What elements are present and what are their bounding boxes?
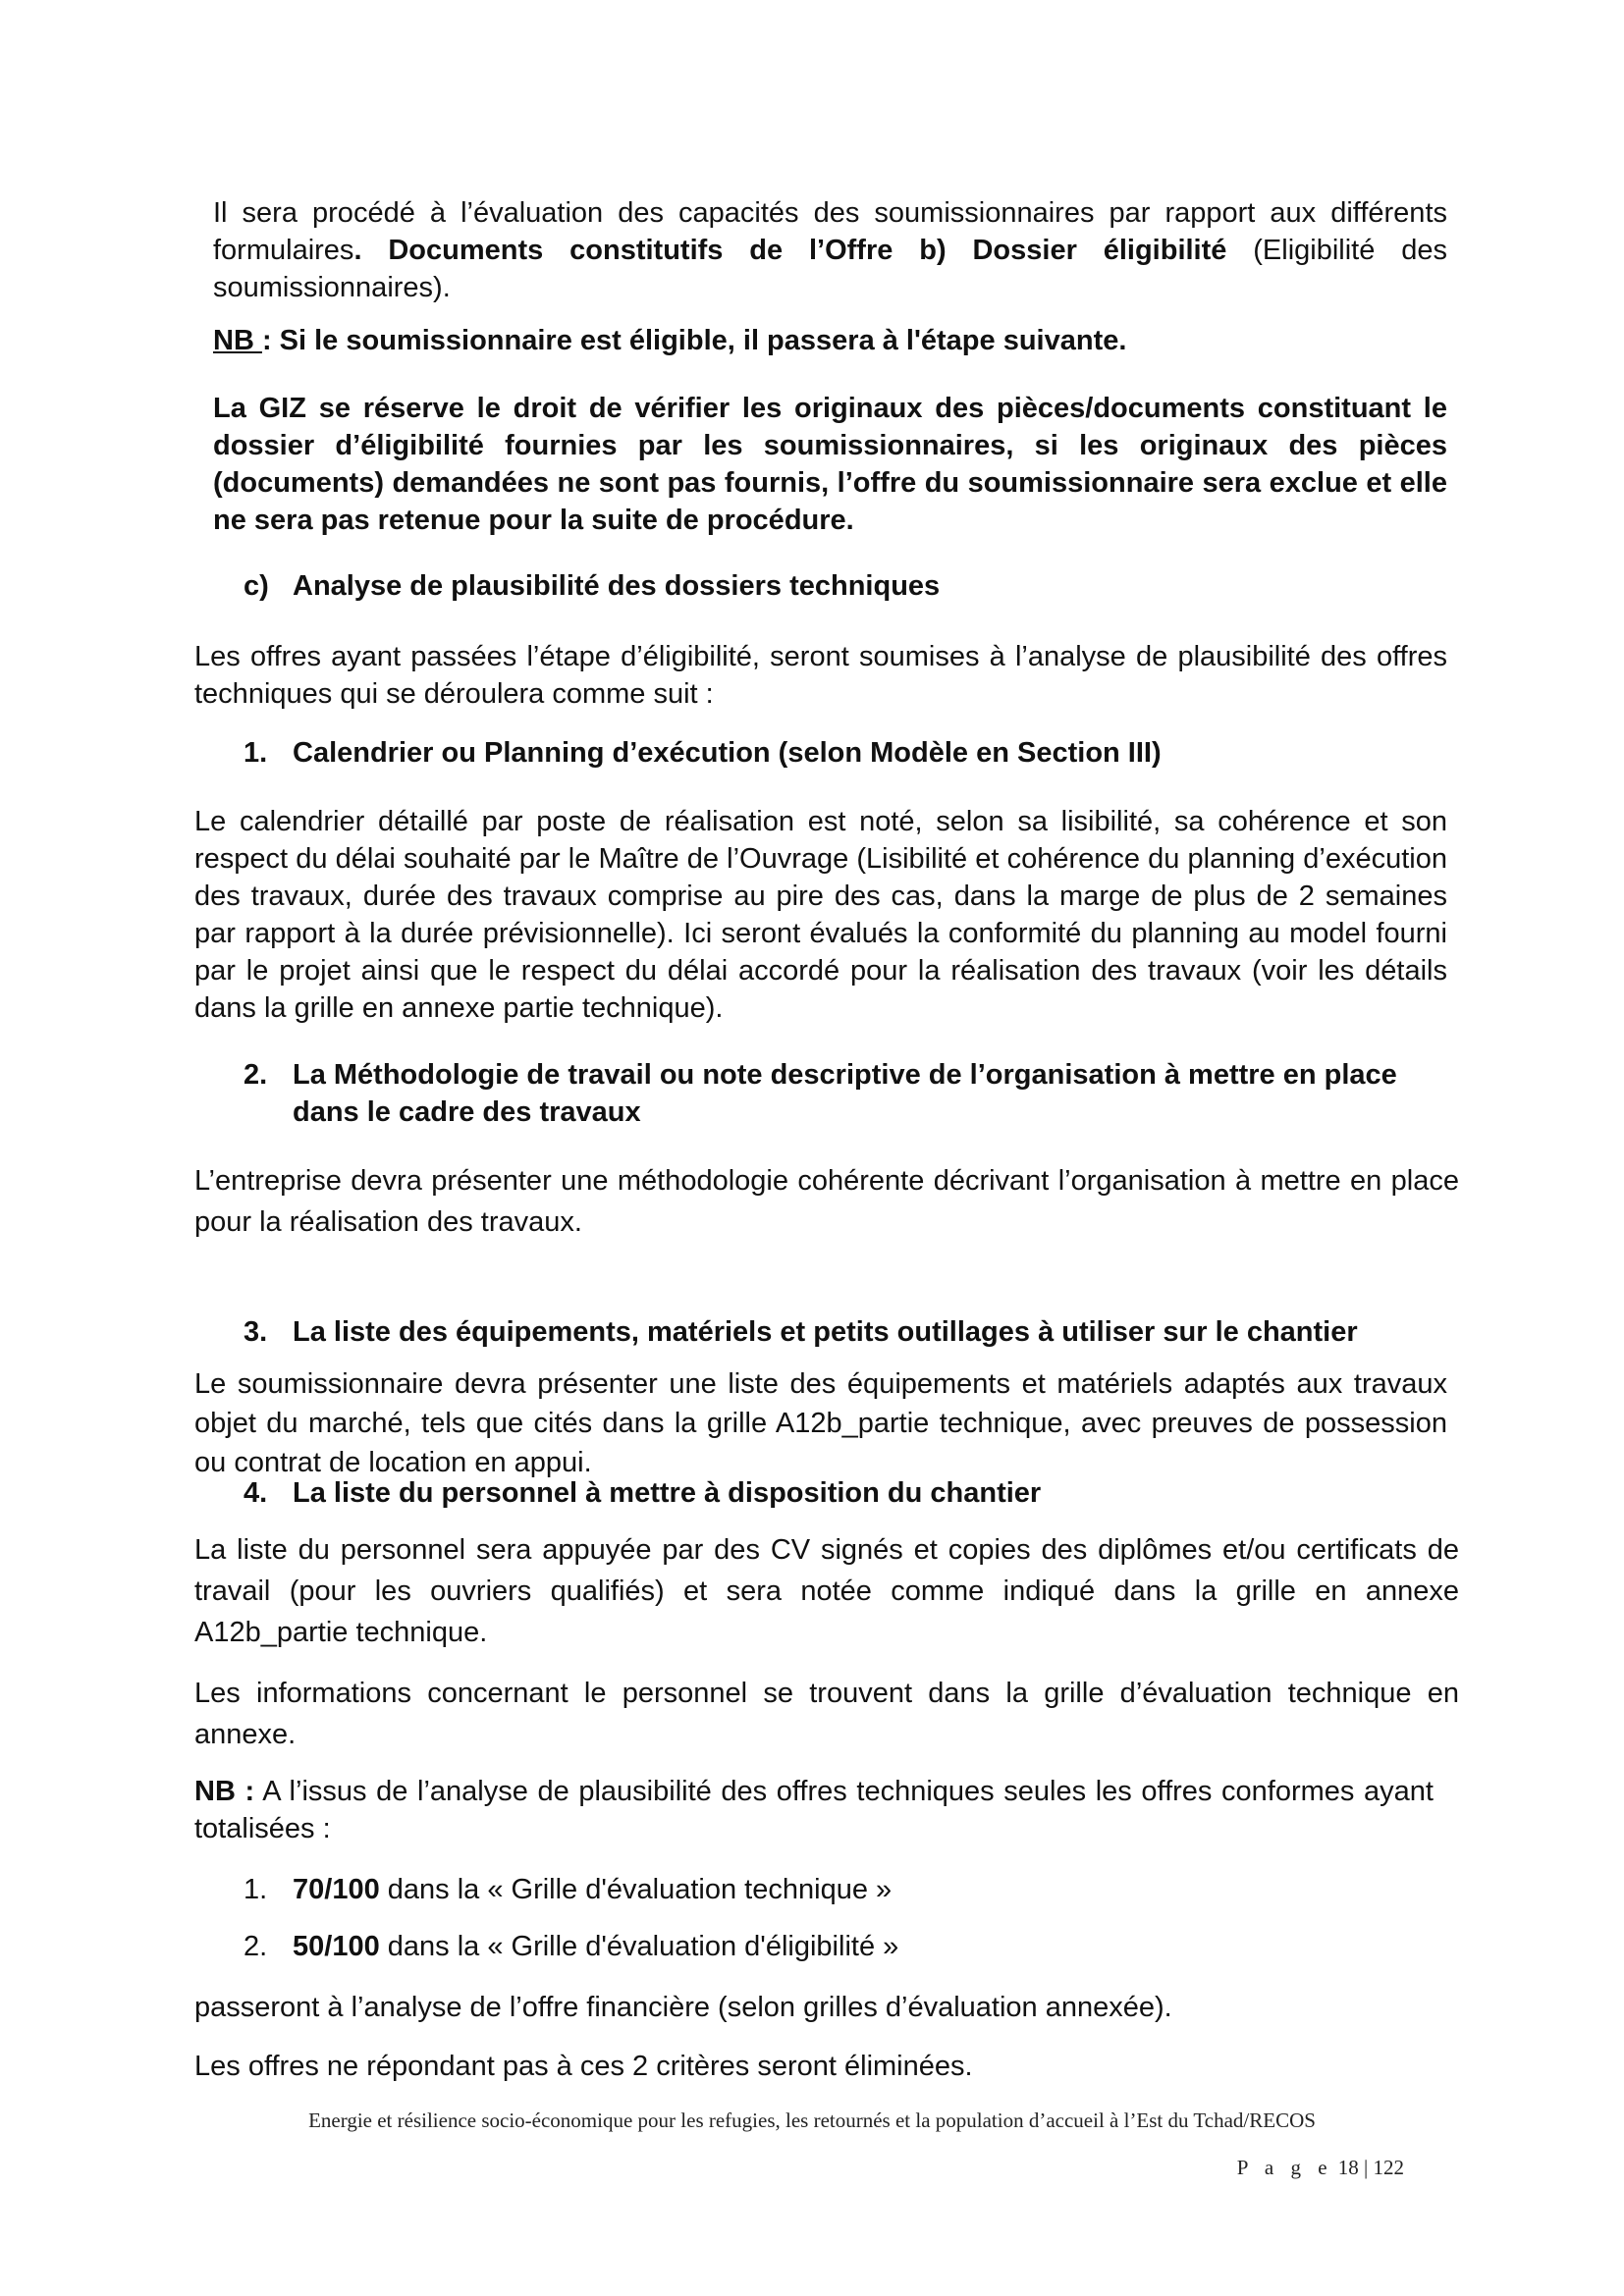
- heading-text: La Méthodologie de travail ou note descriptive de l’organisation à mettre en place dans le cadre des travaux: [293, 1059, 1397, 1128]
- paragraph-passeront: passeront à l’analyse de l’offre financière (selon grilles d’évaluation annexée).: [194, 1992, 1172, 2023]
- paragraph-methodology: L’entreprise devra présenter une méthodologie cohérente décrivant l’organisation à mettre en place pour la réalisation des travaux.: [194, 1165, 1459, 1238]
- page-label: P a g e: [1236, 2156, 1333, 2179]
- heading-c: [244, 567, 1422, 605]
- score-value: 70/100: [293, 1874, 380, 1905]
- footer-project-title: Energie et résilience socio-économique pour les refugies, les retournés et la population d’accueil à l’Est du Tchad/RECOS: [308, 2109, 1316, 2132]
- page-count: 18 | 122: [1332, 2156, 1404, 2179]
- paragraph-personnel: La liste du personnel sera appuyée par des CV signés et copies des diplômes et/ou certificats de travail (pour les ouvriers qualifiés) et sera notée comme indiqué dans la grille en annexe A12b_partie technique.: [194, 1534, 1459, 1648]
- heading-number: c): [244, 570, 269, 602]
- nb-label: NB :: [194, 1776, 255, 1807]
- heading-text: La liste des équipements, matériels et petits outillages à utiliser sur le chantier: [293, 1316, 1358, 1348]
- heading-number: 1.: [244, 737, 268, 769]
- heading-number: 3.: [244, 1316, 268, 1348]
- nb-text: A l’issus de l’analyse de plausibilité des offres techniques seules les offres conformes ayant totalisées :: [194, 1776, 1434, 1844]
- paragraph-evaluation: [213, 194, 1447, 306]
- heading-item-3: [244, 1313, 1461, 1351]
- heading-text: Calendrier ou Planning d’exécution (selon Modèle en Section III): [293, 737, 1162, 769]
- nb-text: : Si le soumissionnaire est éligible, il passera à l'étape suivante.: [261, 325, 1127, 356]
- giz-reserve-paragraph: La GIZ se réserve le droit de vérifier les originaux des pièces/documents constituant le dossier d’éligibilité fournies par les soumissionnaires, si les originaux des pièces (documents) demandées ne sont pas fournis, l’offre du soumissionnaire sera exclue et elle ne sera pas retenue pour la suite de procédure.: [213, 393, 1447, 536]
- nb-label: NB: [213, 325, 262, 356]
- score-item-1: [244, 1871, 1422, 1908]
- heading-item-1: [244, 734, 1441, 772]
- nb-plausibility-note: [194, 1773, 1434, 1847]
- page-number: [1237, 2156, 1404, 2180]
- heading-text: La liste du personnel à mettre à disposition du chantier: [293, 1477, 1042, 1509]
- score-text: dans la « Grille d'évaluation technique »: [379, 1874, 893, 1905]
- list-number: 1.: [244, 1874, 268, 1905]
- nb-eligible-note: [213, 322, 1447, 359]
- bold-reference: . Documents constitutifs de l’Offre b) Dossier éligibilité: [353, 235, 1227, 266]
- paragraph-info-personnel: Les informations concernant le personnel se trouvent dans la grille d’évaluation technique en annexe.: [194, 1678, 1459, 1750]
- heading-item-2: [244, 1056, 1447, 1131]
- score-value: 50/100: [293, 1931, 380, 1962]
- paragraph-plausibility: Les offres ayant passées l’étape d’éligibilité, seront soumises à l’analyse de plausibilité des offres techniques qui se déroulera comme suit :: [194, 641, 1447, 710]
- list-number: 2.: [244, 1931, 268, 1962]
- paragraph-eliminees: Les offres ne répondant pas à ces 2 critères seront éliminées.: [194, 2051, 973, 2082]
- heading-text: Analyse de plausibilité des dossiers techniques: [293, 570, 941, 602]
- paragraph-text: Il sera procédé à l’évaluation des capacités des soumissionnaires par rapport aux différents formulaires: [213, 197, 1447, 266]
- score-text: dans la « Grille d'évaluation d'éligibilité »: [379, 1931, 899, 1962]
- score-item-2: [244, 1928, 1422, 1965]
- paragraph-text: (Eligibilité des soumissionnaires).: [213, 235, 1447, 303]
- heading-number: 4.: [244, 1477, 268, 1509]
- paragraph-equipment: Le soumissionnaire devra présenter une liste des équipements et matériels adaptés aux travaux objet du marché, tels que cités dans la grille A12b_partie technique, avec preuves de possession ou contrat de location en appui.: [194, 1368, 1447, 1478]
- heading-number: 2.: [244, 1059, 268, 1091]
- heading-item-4: [244, 1474, 1441, 1512]
- paragraph-calendar: Le calendrier détaillé par poste de réalisation est noté, selon sa lisibilité, sa cohérence et son respect du délai souhaité par le Maître de l’Ouvrage (Lisibilité et cohérence du planning d’exécution des travaux, durée des travaux comprise au pire des cas, dans la marge de plus de 2 semaines par rapport à la durée prévisionnelle). Ici seront évalués la conformité du planning au model fourni par le projet ainsi que le respect du délai accordé pour la réalisation des travaux (voir les détails dans la grille en annexe partie technique).: [194, 806, 1447, 1024]
